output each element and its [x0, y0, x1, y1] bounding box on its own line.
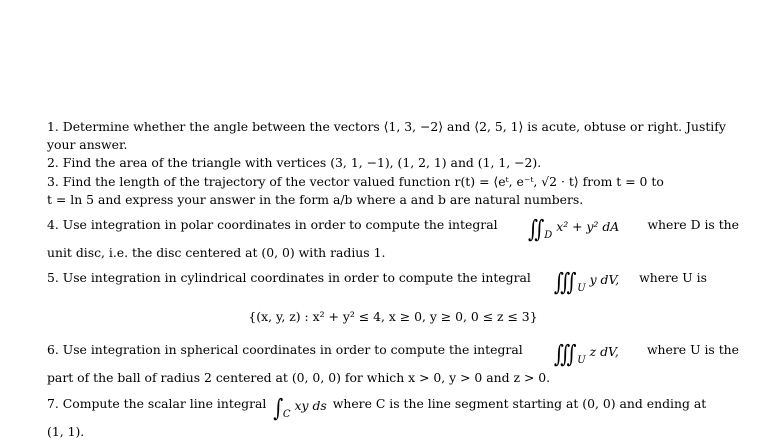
integrand: z dV,	[589, 344, 619, 359]
problem-5-integral	[551, 270, 619, 297]
problem-4-text-end: where D is the	[647, 217, 739, 232]
double-integral-sign: ∬	[527, 215, 545, 243]
problem-7-text: 7. Compute the scalar line integral	[47, 396, 267, 411]
problem-6-text: 6. Use integration in spherical coordinates in order to compute the integral	[47, 342, 523, 357]
problem-1-line-1: 1. Determine whether the angle between the vectors ⟨1, 3, −2⟩ and ⟨2, 5, 1⟩ is acute, obtuse or right. Justify	[47, 119, 726, 134]
integral-sign: ∫	[273, 394, 284, 422]
problem-6-line-2: part of the ball of radius 2 centered at (0, 0, 0) for which x > 0, y > 0 and z > 0.	[47, 370, 551, 385]
problem-5-set: {(x, y, z) : x² + y² ≤ 4, x ≥ 0, y ≥ 0, 0 ≤ z ≤ 3}	[248, 309, 538, 324]
problem-2: 2. Find the area of the triangle with vertices (3, 1, −1), (1, 2, 1) and (1, 1, −2).	[47, 155, 542, 170]
problem-4-integral	[526, 217, 619, 244]
integrand: xy ds	[294, 398, 327, 413]
problem-6-integral	[551, 342, 619, 369]
problem-4-line-2: unit disc, i.e. the disc centered at (0, 0) with radius 1.	[47, 245, 386, 260]
integral-region: D	[544, 230, 553, 241]
problem-5-text-end: where U is	[639, 270, 707, 285]
integrand: y dV,	[589, 272, 620, 287]
problem-7-line-2: (1, 1).	[47, 424, 85, 439]
problem-7-text-end: where C is the line segment starting at (0, 0) and ending at	[332, 396, 707, 411]
problem-1-line-2: your answer.	[47, 137, 128, 152]
integral-region: U	[577, 283, 586, 294]
problem-3-line-2: t = ln 5 and express your answer in the form a/b where a and b are natural numbers.	[47, 192, 584, 207]
problem-6-line-1	[47, 342, 739, 369]
problem-4-line-1	[47, 217, 739, 244]
problem-7-line-1	[47, 396, 739, 423]
problem-3-line-1: 3. Find the length of the trajectory of the vector valued function r(t) = ⟨eᵗ, e⁻ᵗ, √2 · t⟩ from t = 0 to	[47, 174, 664, 189]
problem-5-text: 5. Use integration in cylindrical coordinates in order to compute the integral	[47, 270, 531, 285]
problem-4-text: 4. Use integration in polar coordinates in order to compute the integral	[47, 217, 498, 232]
integral-region: U	[577, 355, 586, 366]
problem-6-text-end: where U is the	[646, 342, 739, 357]
problem-7-integral	[272, 396, 326, 423]
integral-region: C	[282, 409, 291, 420]
problem-5-line-1	[47, 270, 707, 297]
integrand: x² + y² dA	[556, 219, 620, 234]
triple-integral-sign: ∭	[553, 340, 577, 368]
triple-integral-sign: ∭	[553, 268, 577, 296]
